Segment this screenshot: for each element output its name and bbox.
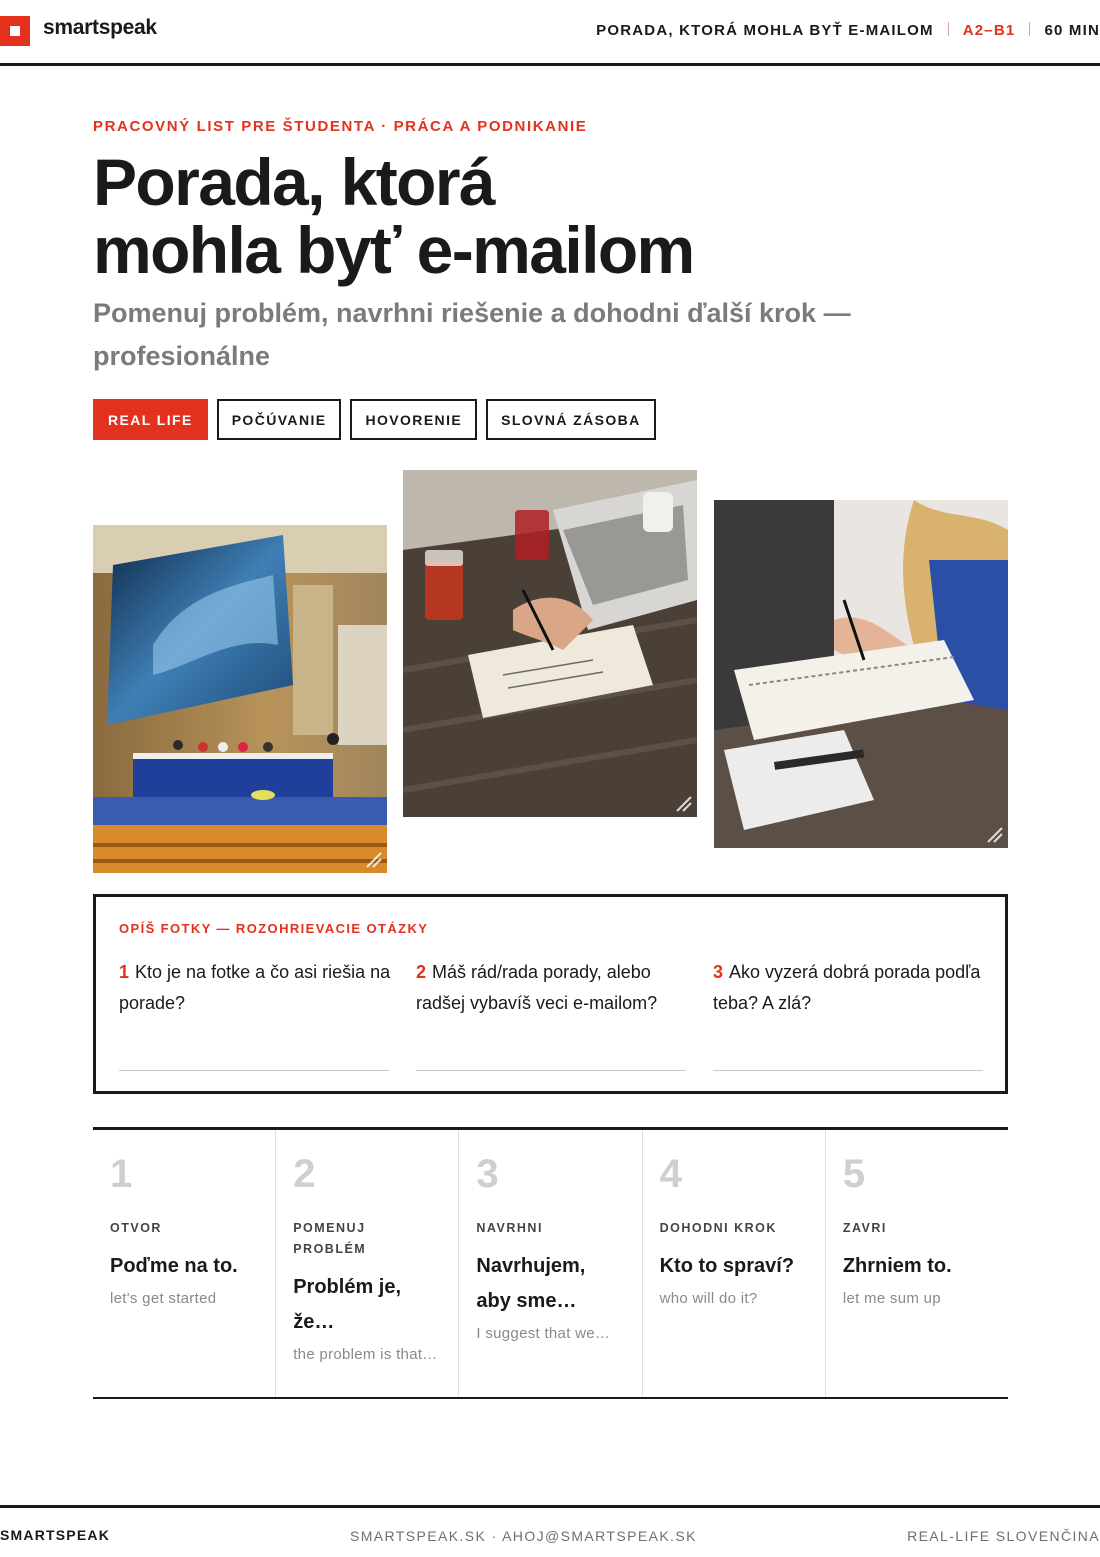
question-text: Máš rád/rada porady, alebo radšej vybavíš veci e-mailom? [416,962,658,1013]
meta-divider [948,22,949,36]
step-label: ZAVRI [842,1221,887,1235]
step-translation: let's get started [110,1290,217,1307]
warmup-question-2 [416,957,688,1019]
question-text: Ako vyzerá dobrá porada podľa teba? A zlá? [713,962,981,1013]
photo-corner-icon [365,851,383,869]
meta-divider [1029,22,1030,36]
answer-line[interactable] [119,1070,389,1071]
step-label: OTVOR [110,1221,162,1235]
answer-line[interactable] [416,1070,686,1071]
step-1 [93,1130,275,1397]
top-bar [0,0,1100,66]
lesson-meta [596,22,1100,39]
step-phrase: Navrhujem, aby sme… [476,1255,586,1312]
skill-tags [93,399,656,440]
step-3 [458,1130,641,1397]
warmup-heading: OPÍŠ FOTKY — ROZOHRIEVACIE OTÁZKY [119,921,429,936]
step-translation: I suggest that we… [476,1325,611,1342]
duration-label: 60 MIN [1044,22,1100,39]
page-title [93,145,993,287]
step-number: 4 [659,1152,682,1196]
worksheet-eyebrow: PRACOVNÝ LIST PRE ŠTUDENTA · PRÁCA A PODNIKANIE [93,118,588,135]
step-phrase: Kto to spraví? [659,1255,795,1277]
woman-writing-photo [714,500,1008,848]
warmup-question-1 [119,957,391,1019]
step-label: NAVRHNI [476,1221,543,1235]
footer-tagline: REAL-LIFE SLOVENČINA [907,1528,1100,1544]
title-line-2: mohla byť e-mailom [93,213,694,287]
cafe-notes-photo [403,470,697,817]
page-subtitle: Pomenuj problém, navrhni riešenie a dohodni ďalší krok — profesionálne [93,298,851,371]
question-text: Kto je na fotke a čo asi riešia na porade? [119,962,391,1013]
tag-real-life: REAL LIFE [93,399,208,440]
step-number: 5 [842,1152,866,1196]
footer-brand: SMARTSPEAK [0,1527,111,1543]
step-number: 3 [476,1152,499,1196]
step-2 [275,1130,458,1397]
photo-corner-icon [986,826,1004,844]
step-5 [825,1130,1008,1397]
step-number: 1 [110,1152,133,1196]
footer-contact[interactable]: SMARTSPEAK.SK · AHOJ@SMARTSPEAK.SK [350,1528,697,1544]
tag-speaking: HOVORENIE [350,399,477,440]
level-badge: A2–B1 [962,22,1016,39]
step-phrase: Zhrniem to. [842,1255,952,1277]
warmup-questions-box [93,894,1008,1094]
page-footer [0,1505,1100,1557]
step-label: DOHODNI KROK [659,1221,777,1235]
step-4 [642,1130,825,1397]
title-line-1: Porada, ktorá [93,145,495,219]
step-label: POMENUJ PROBLÉM [293,1221,367,1256]
tag-listening: POČÚVANIE [217,399,342,440]
lesson-title: PORADA, KTORÁ MOHLA BYŤ E-MAILOM [596,22,934,39]
warmup-question-3 [713,957,985,1019]
question-number: 1 [119,962,130,982]
step-translation: the problem is that… [293,1346,438,1363]
meeting-steps [93,1127,1008,1399]
photo-corner-icon [675,795,693,813]
brand-logo-icon [0,16,30,46]
brand-name: smartspeak [43,16,157,39]
step-phrase: Poďme na to. [110,1255,238,1277]
step-number: 2 [293,1152,316,1196]
step-phrase: Problém je, že… [293,1276,402,1333]
step-translation: let me sum up [842,1290,941,1307]
answer-line[interactable] [713,1070,983,1071]
step-translation: who will do it? [659,1290,758,1307]
question-number: 2 [416,962,427,982]
conference-hall-photo [93,525,387,873]
tag-vocabulary: SLOVNÁ ZÁSOBA [486,399,656,440]
question-number: 3 [713,962,724,982]
